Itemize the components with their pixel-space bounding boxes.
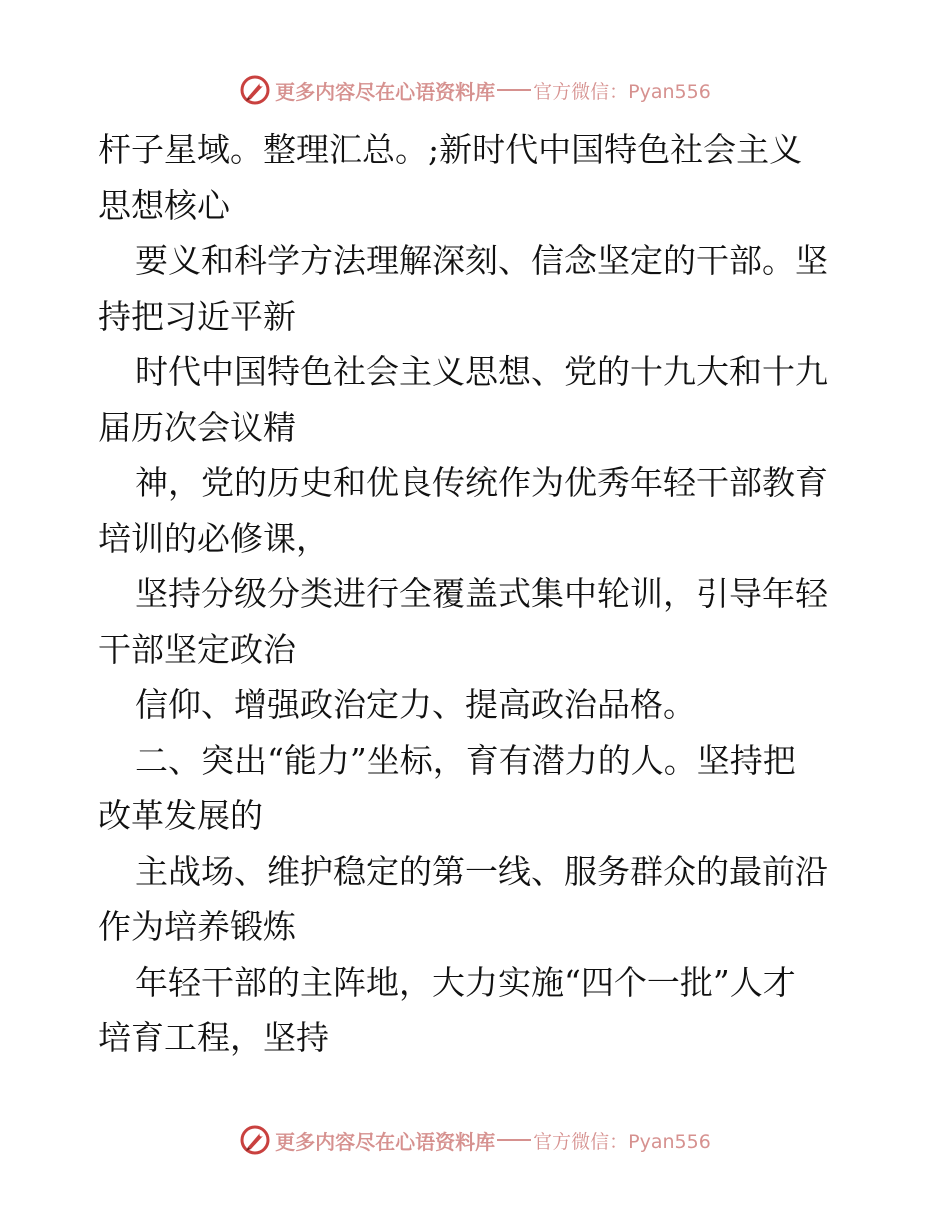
text-line: 杆子星域。整理汇总。;新时代中国特色社会主义 bbox=[98, 130, 803, 169]
header-promo-text: 更多内容尽在心语资料库 bbox=[275, 79, 496, 104]
text-line: 时代中国特色社会主义思想、党的十九大和十九 bbox=[135, 352, 828, 391]
document-body bbox=[98, 122, 858, 1066]
text-line: 坚持分级分类进行全覆盖式集中轮训，引导年轻 bbox=[135, 574, 828, 613]
text-line: 二、突出“能力”坐标，育有潜力的人。坚持把 bbox=[135, 740, 796, 780]
footer-banner bbox=[0, 1120, 950, 1160]
text-line: 主战场、维护稳定的第一线、服务群众的最前沿 bbox=[135, 851, 828, 891]
text-line: 思想核心 bbox=[98, 185, 230, 225]
text-line: 神，党的历史和优良传统作为优秀年轻干部教育 bbox=[135, 463, 828, 502]
text-line: 改革发展的 bbox=[98, 796, 263, 835]
text-line: 培训的必修课， bbox=[98, 518, 329, 558]
footer-wechat-text: 官方微信：Pyan556 bbox=[533, 1130, 711, 1153]
text-line: 干部坚定政治 bbox=[98, 629, 296, 669]
text-line: 持把习近平新 bbox=[98, 296, 296, 336]
text-line: 年轻干部的主阵地，大力实施“四个一批”人才 bbox=[135, 962, 796, 1002]
text-line: 要义和科学方法理解深刻、信念坚定的干部。坚 bbox=[135, 241, 828, 280]
footer-promo-text: 更多内容尽在心语资料库 bbox=[275, 1129, 496, 1154]
text-line: 作为培养锻炼 bbox=[98, 907, 296, 946]
pen-logo-icon bbox=[239, 1124, 271, 1156]
pen-logo-icon bbox=[239, 74, 271, 106]
header-wechat-text: 官方微信：Pyan556 bbox=[533, 80, 711, 103]
text-line: 届历次会议精 bbox=[98, 407, 296, 447]
footer-dash bbox=[497, 1139, 531, 1141]
header-banner bbox=[0, 70, 950, 110]
text-line: 培育工程，坚持 bbox=[98, 1018, 329, 1057]
text-line: 信仰、增强政治定力、提高政治品格。 bbox=[135, 685, 696, 724]
header-dash bbox=[497, 89, 531, 91]
